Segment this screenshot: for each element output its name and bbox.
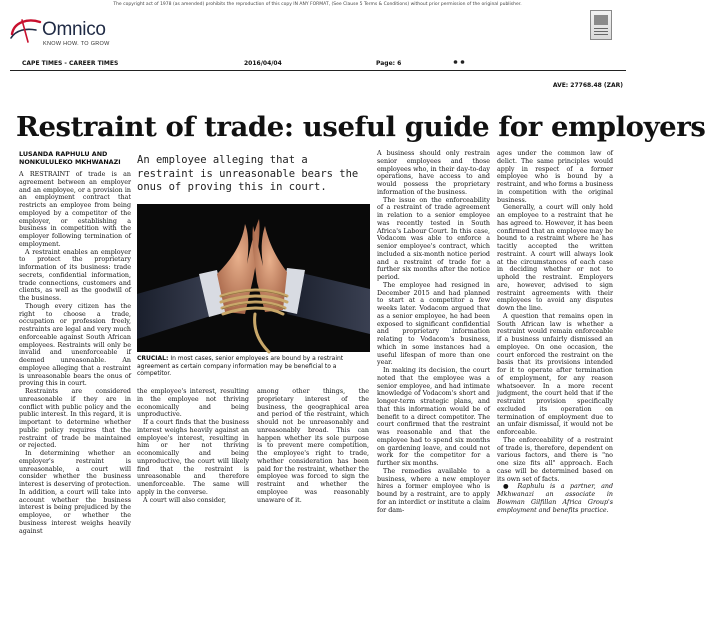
photo-caption <box>137 355 370 378</box>
publication-date: 2016/04/04 <box>244 60 282 67</box>
clipping-thumbnail-icon <box>590 10 612 40</box>
paragraph: A restraint enables an employer to protect the proprietary information of its business: trade secrets, confidential information, trade connections, customers and clients, as well as the goodwill of the business. <box>19 248 131 302</box>
logo-brand: Omnico <box>42 19 106 40</box>
copyright-notice: The copyright act of 1978 (as amended) prohibits the reproduction of this copy IN ANY FORMAT, (See Clause 5 Terms & Conditions) without prior permission of the original publisher. <box>113 2 522 7</box>
logo-tagline: KNOW HOW. TO GROW <box>43 41 110 47</box>
byline <box>19 150 121 166</box>
pull-quote: An employee alleging that a restraint is unreasonable bears the onus of proving this in court. <box>137 154 359 194</box>
omnico-swoosh-icon <box>6 12 46 52</box>
bound-hands-image <box>137 204 370 352</box>
paragraph: Though every citizen has the right to choose a trade, occupation or profession freely, restraints are legal and very much enforceable against South African employees. Restraints will only be invalid and unenforceable if deemed unreasonable. An employee alleging that a restraint is unreasonable bears the onus of proving this in court. <box>19 302 131 388</box>
paragraph: ages under the common law of delict. The same principles would apply in respect of a former employee who is bound by a restraint, and who forms a business in competition with the original business. <box>497 150 613 204</box>
article-photo <box>137 204 370 352</box>
article-column-2 <box>137 388 249 593</box>
caption-label: CRUCIAL: <box>137 355 169 362</box>
article-column-5 <box>497 150 613 593</box>
paragraph: A business should only restrain senior employees and those employees who, in their day-to-day operations, have access to and would possess the proprietary information of the business. <box>377 150 490 196</box>
paragraph: the employee's interest, resulting in the employee not thriving economically and being unproductive. <box>137 388 249 419</box>
article-column-3 <box>257 388 369 593</box>
page-number: Page: 6 <box>376 60 402 67</box>
article-headline: Restraint of trade: useful guide for employers <box>16 111 705 143</box>
paragraph: Generally, a court will only hold an employee to a restraint that he has agreed to. However, it has been confirmed that an employee may be bound to a restraint where he has tacitly accepted the written restraint. A court will always look at the circumstances of each case in deciding whether or not to uphold the restraint. Employers are, however, advised to sign restraint agreements with their employees to avoid any disputes down the line. <box>497 204 613 312</box>
paragraph: In making its decision, the court noted that the employee was a senior employee, and had intimate knowledge of Vodacom's short and longer-term strategic plans, and that this information would be of benefit to a direct competitor. The court confirmed that the restraint was reasonable and that the employee had to spend six months on gardening leave, and could not work for the competitor for a further six months. <box>377 367 490 467</box>
ave-value: AVE: 27768.48 (ZAR) <box>552 82 623 89</box>
paragraph: The employee had resigned in December 2015 and had planned to start at a competitor a few weeks later. Vodacom argued that as a senior employee, he had been exposed to significant confidential and proprietary information relating to Vodacom's business, which in some instances had a useful lifespan of more than one year. <box>377 281 490 367</box>
author-bio: ● Raphulu is a partner, and Mkhwanazi an associate in Bowman Gilfillan Africa Group's employment and benefits practice. <box>497 483 613 514</box>
article-column-4 <box>377 150 490 593</box>
paragraph: In determining whether an employer's restraint is unreasonable, a court will consider whether the business interest is deserving of protection. In addition, a court will take into account whether the business interest is being prejudiced by the employee, or whether the business interest weighs heavily against <box>19 450 131 535</box>
paragraph: The remedies available to a business, where a new employer hires a former employee who is bound by a restraint, are to apply for an interdict or institute a claim for dam- <box>377 467 490 514</box>
paragraph: The issue on the enforceability of a restraint of trade agreement in relation to a senior employee was recently tested in South Africa's Labour Court. In this case, Vodacom was able to enforce a senior employee's contract, which included a six-month notice period and a restraint of trade for a further six months after the notice period. <box>377 196 490 281</box>
header-rule <box>10 70 626 71</box>
byline-line: NONKULULEKO MKHWANAZI <box>19 158 121 166</box>
paragraph: A court will also consider, <box>143 496 226 504</box>
paragraph: A question that remains open in South African law is whether a restraint would remain enforceable if a business unfairly dismissed an employee. On one occasion, the court enforced the restraint on the basis that its provisions intended for it to operate after termination of employment, for any reason whatsoever. In a more recent judgment, the court held that if the restraint provision specifically excluded its operation on termination of employment due to an unfair dismissal, it would not be enforceable. <box>497 312 613 436</box>
paragraph: If a court finds that the business interest weighs heavily against an employee's interest, resulting in him or her not thriving economically and being unproductive, the court will likely find that the restraint is unreasonable and therefore unenforceable. The same will apply in the converse. <box>137 419 249 496</box>
paragraph: The enforceability of a restraint of trade is, therefore, dependent on various factors, and there is "no one size fits all" approach. Each case will be determined based on its own set of facts. <box>497 436 613 483</box>
caption-text: In most cases, senior employees are bound by a restraint agreement as certain company information may be beneficial to a competitor. <box>137 355 344 378</box>
byline-line: LUSANDA RAPHULU AND <box>19 150 108 158</box>
page-marker-icon <box>452 59 466 65</box>
omnico-logo <box>6 12 116 52</box>
paragraph: among other things, the proprietary interest of the business, the geographical area and period of the restraint, which should not be unreasonably and unreasonably broad. This can happen whether its sole purpose is to prevent mere competition, the employee's right to trade, whether consideration has been paid for the restraint, whether the employee was forced to sign the restraint and whether the employee was reasonably unaware of it. <box>257 388 369 504</box>
article-column-1 <box>19 171 131 591</box>
publication-name: CAPE TIMES - CAREER TIMES <box>22 60 119 67</box>
paragraph: Restraints are considered unreasonable if they are in conflict with public policy and the public interest. In this regard, it is important to determine whether public policy requires that the restraint of trade be maintained or rejected. <box>19 388 131 450</box>
paragraph: A RESTRAINT of trade is an agreement between an employer and an employee, or a provision in an employment contract that restricts an employee from being employed by a competitor of the employer, or establishing a business in competition with the employer following termination of employment. <box>19 171 131 248</box>
